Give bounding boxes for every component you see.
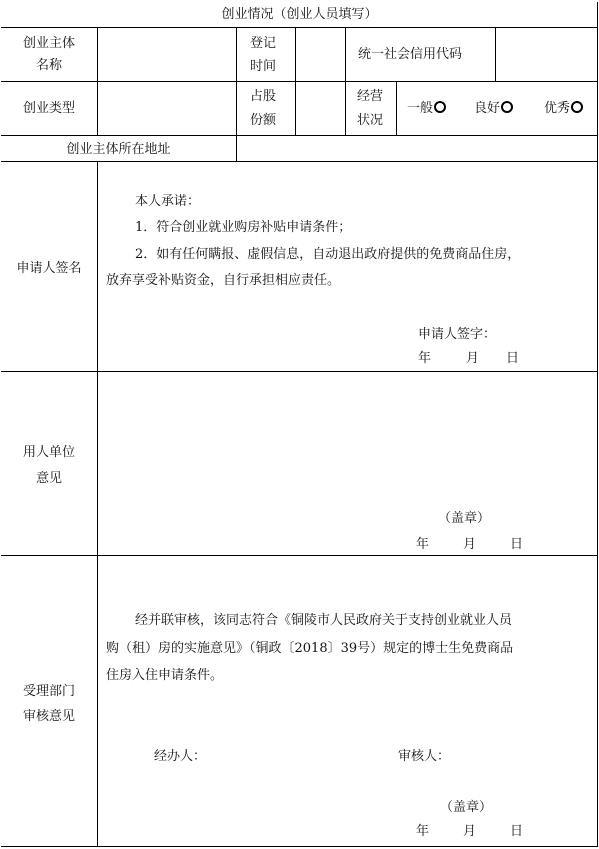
col-line <box>396 81 397 135</box>
dept-review-text: 住房入住申请条件。 <box>106 668 224 683</box>
biz-type-field[interactable] <box>98 82 235 134</box>
status-option-good[interactable] <box>474 101 513 116</box>
employer-opinion-field[interactable] <box>98 372 597 502</box>
pledge-item-1: 1．符合创业就业购房补贴申请条件； <box>135 220 352 235</box>
entity-name-label: 名称 <box>35 58 62 73</box>
share-label: 份额 <box>250 113 277 128</box>
employer-label: 意见 <box>35 471 62 486</box>
radio-icon[interactable] <box>434 101 446 113</box>
date-month: 月 <box>463 824 477 839</box>
radio-icon[interactable] <box>571 101 583 113</box>
date-month: 月 <box>466 351 480 366</box>
reg-time-label: 登记 <box>250 36 277 51</box>
status-option-label: 一般 <box>407 101 434 116</box>
pledge-item-2-cont: 放弃享受补贴资金，自行承担相应责任。 <box>106 273 341 288</box>
date-day: 日 <box>510 824 524 839</box>
row-line <box>1 555 598 556</box>
form-header: 创业情况（创业人员填写） <box>221 7 378 22</box>
status-label: 经营 <box>357 89 384 104</box>
share-field[interactable] <box>296 82 344 134</box>
applicant-sign-label: 申请人签字： <box>418 327 497 342</box>
pledge-item-2: 2．如有任何瞒报、虚假信息，自动退出政府提供的免费商品住房， <box>135 247 521 262</box>
date-year: 年 <box>416 824 430 839</box>
applicant-signature-field[interactable] <box>500 322 590 344</box>
status-option-label: 良好 <box>474 101 501 116</box>
address-label: 创业主体所在地址 <box>66 142 171 157</box>
entity-name-field[interactable] <box>98 28 235 80</box>
dept-label: 审核意见 <box>22 709 75 724</box>
handler-field[interactable] <box>210 744 330 766</box>
col-line <box>345 27 346 135</box>
credit-code-label: 统一社会信用代码 <box>358 47 463 62</box>
date-day: 日 <box>506 351 520 366</box>
col-line <box>97 161 98 847</box>
reg-time-field[interactable] <box>296 28 344 80</box>
row-line <box>1 161 598 162</box>
status-option-excellent[interactable] <box>544 101 583 116</box>
reviewer-label: 审核人： <box>398 749 451 764</box>
biz-type-label: 创业类型 <box>22 101 75 116</box>
dept-review-text: 购（租）房的实施意见》（铜政〔2018〕39号）规定的博士生免费商品 <box>106 641 514 656</box>
date-year: 年 <box>416 537 430 552</box>
dept-label: 受理部门 <box>22 684 75 699</box>
applicant-label: 申请人签名 <box>16 261 82 276</box>
seal-label: （盖章） <box>440 800 493 815</box>
address-field[interactable] <box>237 136 597 160</box>
credit-code-field[interactable] <box>496 28 597 80</box>
date-day: 日 <box>510 537 524 552</box>
reg-time-label: 时间 <box>250 59 277 74</box>
dept-review-text: 经并联审核，该同志符合《铜陵市人民政府关于支持创业就业人员 <box>135 613 513 628</box>
pledge-intro: 本人承诺： <box>135 194 201 209</box>
status-option-label: 优秀 <box>544 101 571 116</box>
status-label: 状况 <box>357 113 384 128</box>
seal-label: （盖章） <box>438 511 491 526</box>
date-year: 年 <box>418 351 432 366</box>
date-month: 月 <box>463 537 477 552</box>
share-label: 占股 <box>250 89 277 104</box>
radio-icon[interactable] <box>501 101 513 113</box>
reviewer-field[interactable] <box>454 744 574 766</box>
entity-name-label: 创业主体 <box>22 36 75 51</box>
employer-label: 用人单位 <box>22 445 75 460</box>
status-option-general[interactable] <box>407 101 446 116</box>
handler-label: 经办人： <box>154 749 207 764</box>
